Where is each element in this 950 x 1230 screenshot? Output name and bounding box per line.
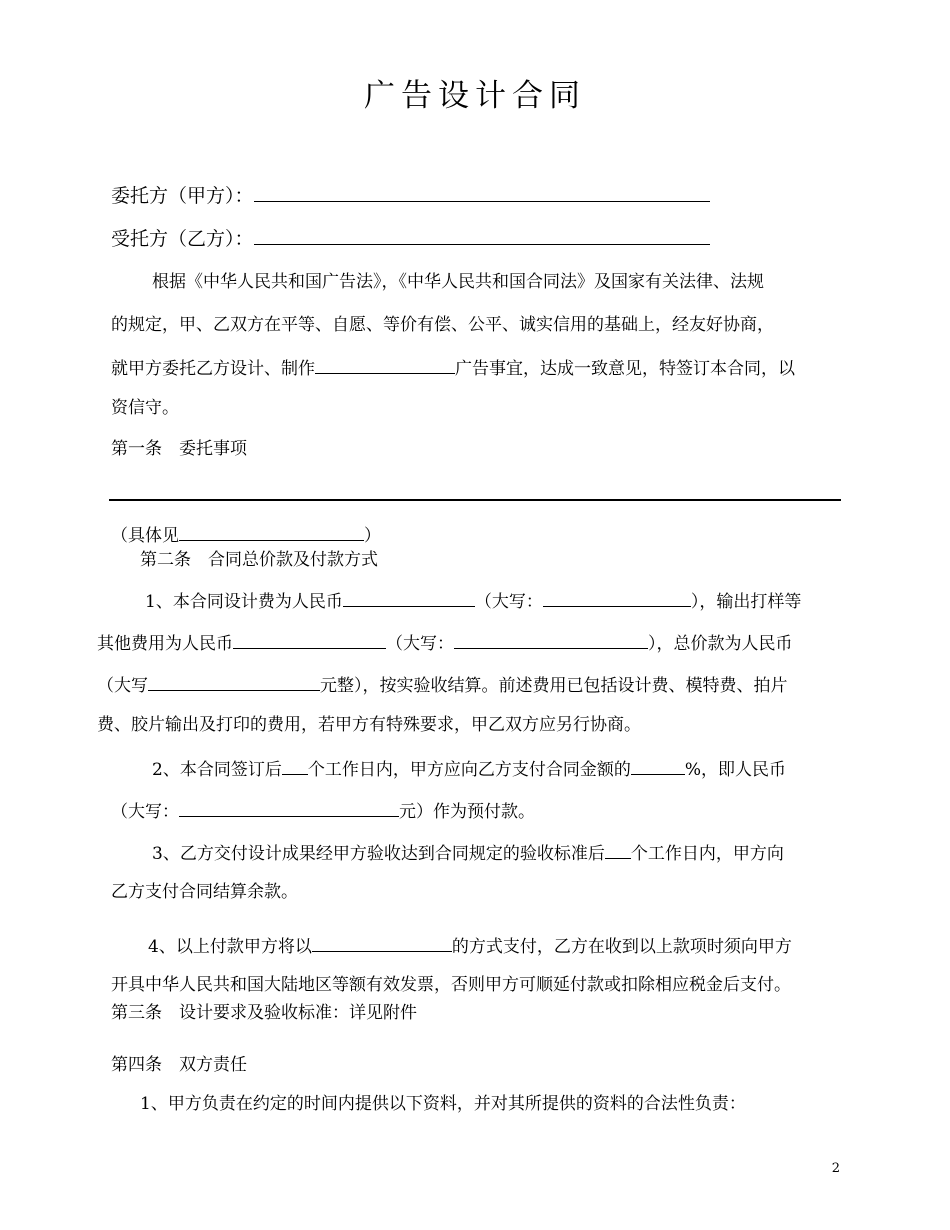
balance-line-end: 个工作日内，甲方向 [630,844,784,864]
article-2-item-1-line-1 [145,589,801,612]
preamble-line-1: 根据《中华人民共和国广告法》，《中华人民共和国合同法》及国家有关法律、法规 [152,272,764,292]
article-2-item-1-line-4: 费、胶片输出及打印的费用，若甲方有特殊要求，甲乙双方应另行协商。 [97,715,641,735]
agent-name-blank [254,225,710,245]
ad-project-blank [315,356,455,374]
article-2-item-2-line-1 [152,757,786,780]
preamble-line-3 [111,356,795,379]
article-1-fill-line [109,499,841,501]
preamble-line-3-end: 广告事宜，达成一致意见，特签订本合同，以 [455,359,795,379]
agent-label: 受托方（乙方）： [111,228,254,250]
prepay-caps-label: （大写： [111,802,179,822]
article-4-item-1: 1、甲方负责在约定的时间内提供以下资料，并对其所提供的资料的合法性负责： [140,1094,746,1114]
article-2-item-1-line-2 [97,631,793,654]
prepay-caps-blank [179,799,399,817]
agent-line [111,225,710,251]
design-fee-caps-blank [543,589,691,607]
article-2-item-4-line-2: 开具中华人民共和国大陆地区等额有效发票，否则甲方可顺延付款或扣除相应税金后支付。 [111,975,791,995]
prepay-percent-label: 个工作日内，甲方应向乙方支付合同金额的 [307,760,631,780]
balance-days-blank [605,841,631,859]
article-1-detail-start: （具体见 [111,526,179,546]
client-line [111,182,710,208]
design-fee-line-end: ），输出打样等 [690,592,802,612]
prepay-percent-blank [631,757,685,775]
total-caps-blank [148,673,320,691]
design-fee-caps-label: （大写： [474,592,543,612]
prepay-days-label: 2、本合同签订后 [152,760,282,780]
article-3-heading: 第三条 设计要求及验收标准：详见附件 [111,1003,417,1023]
article-2-item-3-line-2: 乙方支付合同结算余款。 [111,882,298,902]
other-fee-label: 其他费用为人民币 [97,634,233,654]
payment-method-blank [312,934,452,952]
design-fee-label: 1、本合同设计费为人民币 [145,592,343,612]
article-2-item-3-line-1 [152,841,784,864]
prepay-amount-label: %，即人民币 [684,760,786,780]
total-caps-label: （大写 [97,676,148,696]
preamble-line-2: 的规定，甲、乙双方在平等、自愿、等价有偿、公平、诚实信用的基础上，经友好协商， [111,315,774,335]
article-2-item-2-line-2 [111,799,535,822]
page-number: 2 [831,1161,840,1176]
other-fee-blank [233,631,386,649]
article-1-detail-blank [179,523,364,541]
payment-method-label: 4、以上付款甲方将以 [148,937,312,957]
total-price-label: ），总价款为人民币 [648,634,793,654]
article-1-detail-end: ） [364,526,381,546]
client-label: 委托方（甲方）： [111,185,254,207]
article-4-heading: 第四条 双方责任 [111,1055,247,1075]
design-fee-blank [343,589,475,607]
article-2-heading: 第二条 合同总价款及付款方式 [140,550,378,570]
other-fee-caps-blank [454,631,648,649]
prepay-days-blank [282,757,308,775]
payment-method-line-end: 的方式支付，乙方在收到以上款项时须向甲方 [451,937,792,957]
preamble-line-3-start: 就甲方委托乙方设计、制作 [111,359,315,379]
article-2-item-1-line-3 [97,673,788,696]
total-line-end: 元整），按实验收结算。前述费用已包括设计费、模特费、拍片 [320,676,788,696]
preamble-line-4: 资信守。 [111,398,179,418]
article-1-detail [111,523,381,546]
other-fee-caps-label: （大写： [386,634,454,654]
client-name-blank [254,182,710,202]
balance-days-label: 3、乙方交付设计成果经甲方验收达到合同规定的验收标准后 [152,844,605,864]
page-title: 广告设计合同 [364,78,586,114]
article-1-heading: 第一条 委托事项 [111,439,247,459]
prepay-line-end: 元）作为预付款。 [399,802,535,822]
article-2-item-4-line-1 [148,934,792,957]
